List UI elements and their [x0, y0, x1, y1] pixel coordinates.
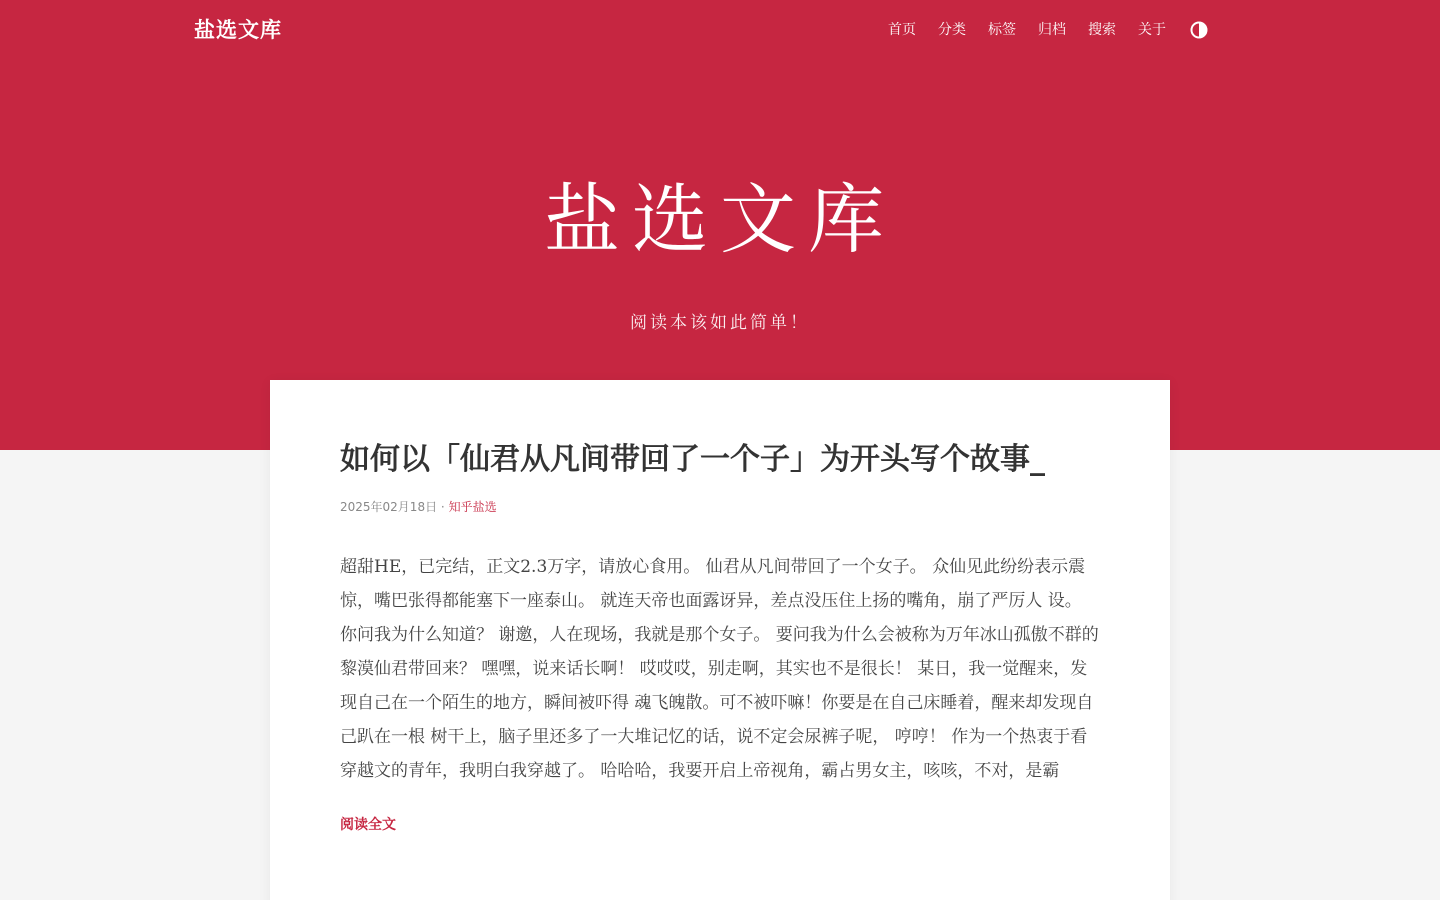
hero-subtitle: 阅读本该如此简单！: [630, 313, 810, 333]
nav-item-tags[interactable]: 标签: [988, 22, 1016, 38]
nav-item-categories[interactable]: 分类: [938, 22, 966, 38]
post-title[interactable]: 如何以「仙君从凡间带回了一个子」为开头写个故事_: [340, 442, 1045, 477]
nav-item-home[interactable]: 首页: [888, 22, 916, 38]
post-card: [270, 380, 1170, 900]
main-nav: [866, 18, 1208, 42]
theme-toggle-button[interactable]: [1190, 21, 1208, 39]
nav-item-search[interactable]: 搜索: [1088, 22, 1116, 38]
half-circle-contrast-icon: [1190, 21, 1208, 39]
post-meta: [340, 498, 1100, 516]
top-navbar: [0, 0, 1440, 60]
nav-item-about[interactable]: 关于: [1138, 22, 1166, 38]
post-category-link[interactable]: 知乎盐选: [448, 500, 497, 514]
nav-item-archive[interactable]: 归档: [1038, 22, 1066, 38]
post-excerpt: 超甜HE，已完结，正文2.3万字，请放心食用。 仙君从凡间带回了一个女子。 众仙见此纷纷表示震惊，嘴巴张得都能塞下一座泰山。 就连天帝也面露讶异，差点没压住上扬的嘴角，崩了严厉人 设。 你问我为什么知道？ 谢邀，人在现场，我就是那个女子。 要问我为什么会被称为万年冰山孤傲不群的黎漠仙君带回来？ 嘿嘿，说来话长啊！ 哎哎哎，别走啊，其实也不是很长！ 某日，我一觉醒来，发现自己在一个陌生的地方，瞬间被吓得 魂飞魄散。可不被吓嘛！你要是在自己床睡着，醒来却发现自己趴在一根 树干上，脑子里还多了一大堆记忆的话，说不定会尿裤子呢， 哼哼！ 作为一个热衷于看穿越文的青年，我明白我穿越了。 哈哈哈，我要开启上帝视角，霸占男女主，咳咳，不对，是霸: [340, 557, 1099, 781]
hero-title: 盐选文库: [544, 175, 896, 264]
meta-separator: ·: [440, 500, 445, 514]
read-more-link[interactable]: 阅读全文: [340, 817, 396, 833]
site-brand-link[interactable]: 盐选文库: [194, 18, 282, 42]
post-date: 2025年02月18日: [340, 500, 438, 514]
